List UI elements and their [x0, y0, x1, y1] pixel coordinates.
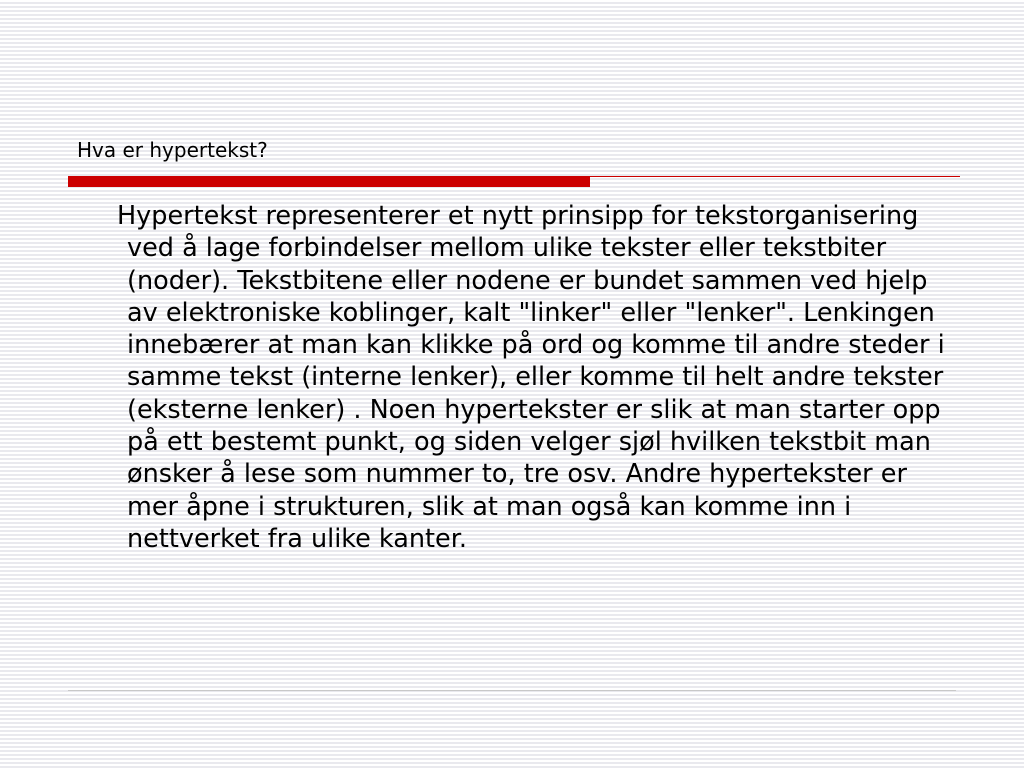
- body-paragraph: Hypertekst representerer et nytt prinsipp for tekstorganisering ved å lage forbindelser mellom ulike tekster eller tekstbiter (noder). Tekstbitene eller nodene er bundet sammen ved hjelp av elektroniske koblinger, kalt "linker" eller "lenker". Lenkingen innebærer at man kan klikke på ord og komme til andre steder i samme tekst (interne lenker), eller komme til helt andre tekster (eksterne lenker) . Noen hypertekster er slik at man starter opp på ett bestemt punkt, og siden velger sjøl hvilken tekstbit man ønsker å lese som nummer to, tre osv. Andre hypertekster er mer åpne i strukturen, slik at man også kan komme inn i nettverket fra ulike kanter.: [117, 201, 945, 554]
- slide-title: Hva er hypertekst?: [77, 138, 268, 162]
- title-underline-bar: [68, 176, 590, 187]
- title-underline: [68, 176, 960, 188]
- footer-divider: [68, 690, 956, 691]
